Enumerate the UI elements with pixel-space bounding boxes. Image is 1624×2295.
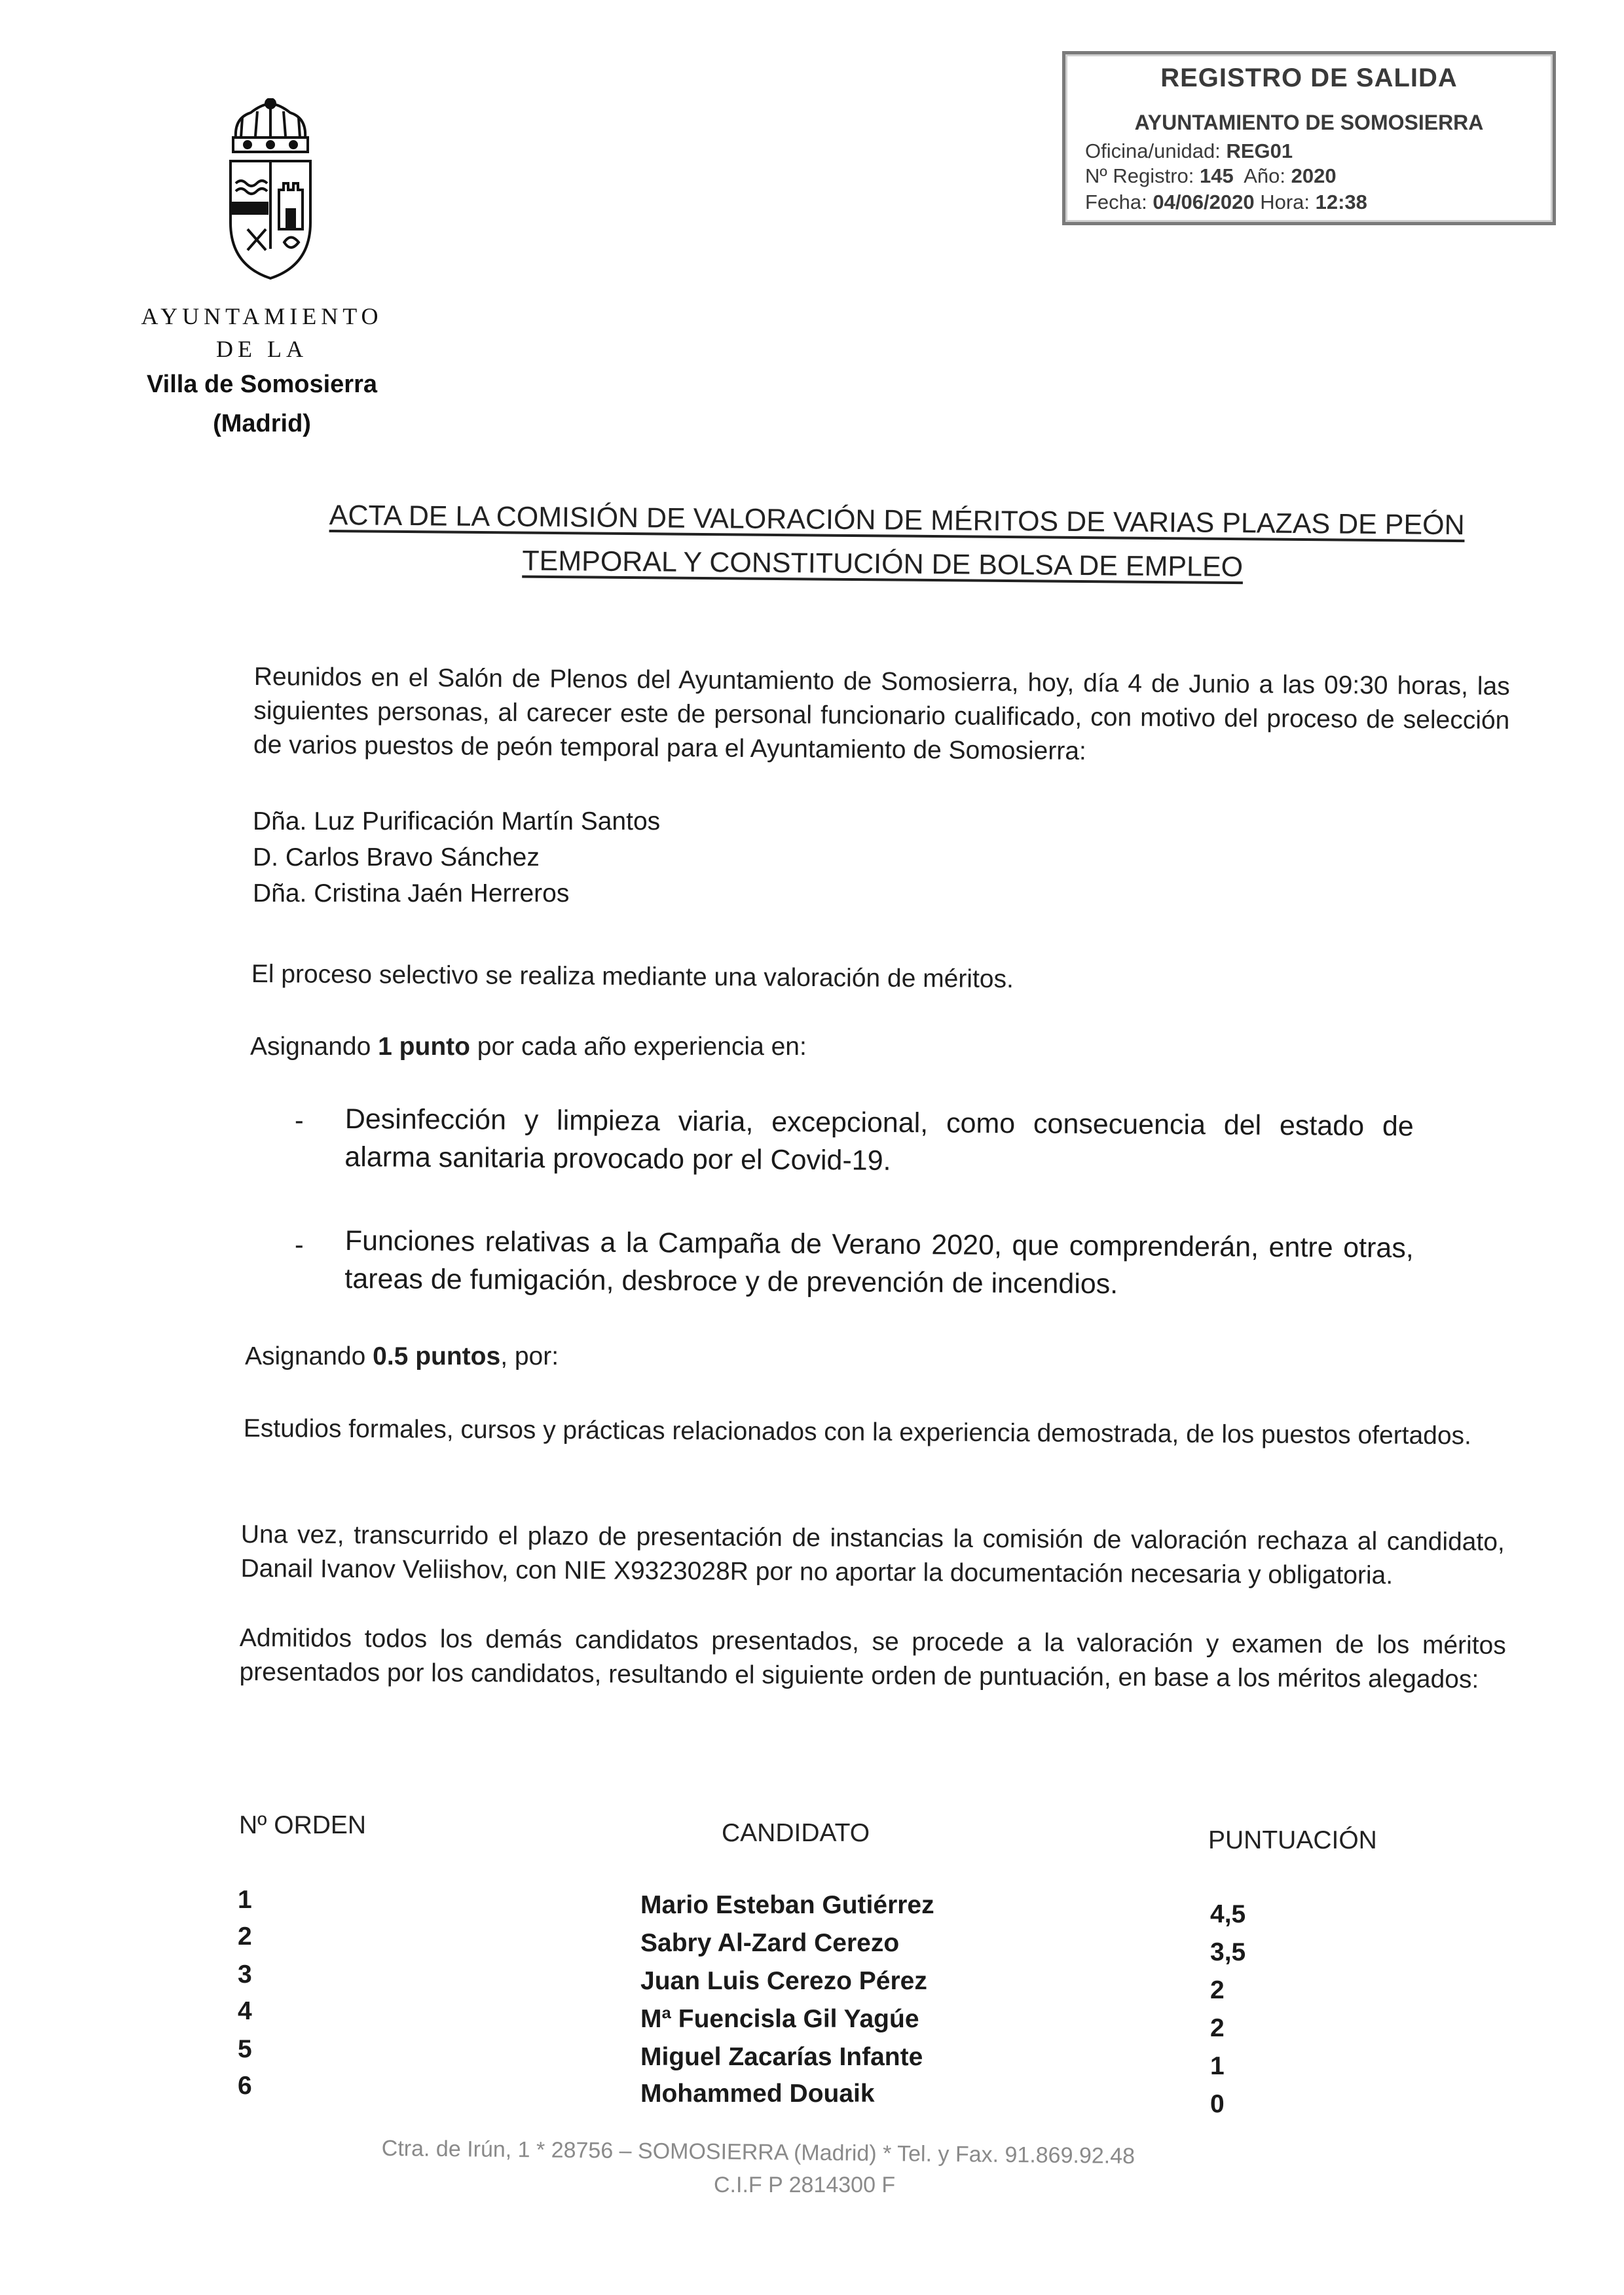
result-order: 2 bbox=[238, 1922, 252, 1951]
result-order: 4 bbox=[238, 1997, 252, 2025]
results-header-score: PUNTUACIÓN bbox=[1208, 1826, 1377, 1854]
committee-member: Dña. Cristina Jaén Herreros bbox=[253, 879, 570, 908]
bullet-marker: - bbox=[295, 1105, 304, 1135]
committee-member: D. Carlos Bravo Sánchez bbox=[253, 843, 540, 872]
municipality-name: Villa de Somosierra bbox=[146, 371, 378, 398]
committee-member: Dña. Luz Purificación Martín Santos bbox=[253, 807, 661, 835]
result-candidate: Juan Luis Cerezo Pérez bbox=[640, 1967, 927, 1995]
municipality-region: (Madrid) bbox=[213, 410, 311, 437]
stamp-date-value: 04/06/2020 bbox=[1153, 191, 1255, 213]
admitted-paragraph: Admitidos todos los demás candidatos presentados, se procede a la valoración y examen de los méritos presentados por los candidatos, resultando el siguiente orden de puntuación, en base a los méritos alegados: bbox=[239, 1624, 1506, 1694]
result-score: 2 bbox=[1210, 1976, 1225, 2004]
document-title-line-1: ACTA DE LA COMISIÓN DE VALORACIÓN DE MÉRITOS DE VARIAS PLAZAS DE PEÓN bbox=[329, 500, 1465, 542]
result-candidate: Mario Esteban Gutiérrez bbox=[640, 1891, 934, 1919]
result-order: 5 bbox=[238, 2035, 252, 2063]
result-candidate: Miguel Zacarías Infante bbox=[640, 2043, 923, 2071]
assignment-1-point bbox=[250, 1030, 1494, 1064]
stamp-number-label: Nº Registro: bbox=[1085, 164, 1194, 187]
result-score: 4,5 bbox=[1210, 1900, 1246, 1928]
bullet-marker: - bbox=[295, 1230, 304, 1260]
stamp-number-line bbox=[1085, 164, 1337, 188]
assign1-suffix: por cada año experiencia en: bbox=[470, 1033, 807, 1061]
registry-stamp bbox=[1062, 51, 1556, 225]
assign2-bold: 0.5 puntos bbox=[373, 1342, 501, 1370]
municipality-line-2: DE LA bbox=[216, 336, 308, 362]
stamp-year-label: Año: bbox=[1244, 164, 1286, 187]
results-header-candidate: CANDIDATO bbox=[722, 1819, 870, 1847]
municipality-line-1: AYUNTAMIENTO bbox=[141, 303, 383, 329]
stamp-date-line bbox=[1085, 191, 1367, 214]
studies-paragraph: Estudios formales, cursos y prácticas relacionados con la experiencia demostrada, de los puestos ofertados. bbox=[243, 1414, 1472, 1450]
stamp-title: REGISTRO DE SALIDA bbox=[1160, 64, 1458, 92]
assign1-bold: 1 punto bbox=[378, 1033, 470, 1061]
document-title-line-2: TEMPORAL Y CONSTITUCIÓN DE BOLSA DE EMPLEO bbox=[522, 545, 1244, 583]
result-candidate: Mª Fuencisla Gil Yagúe bbox=[640, 2005, 919, 2033]
result-order: 3 bbox=[238, 1960, 252, 1989]
bullet-item: Desinfección y limpieza viaria, excepcional, como consecuencia del estado de alarma sanitaria provocado por el Covid-19. bbox=[344, 1103, 1414, 1177]
rejection-paragraph: Una vez, transcurrido el plazo de presentación de instancias la comisión de valoración rechaza al candidato, Danail Ivanov Veliishov, con NIE X9323028R por no aportar la documentación necesaria y obligatoria. bbox=[240, 1520, 1505, 1590]
assign2-prefix: Asignando bbox=[245, 1342, 373, 1370]
stamp-office-value: REG01 bbox=[1226, 139, 1293, 162]
stamp-office-line bbox=[1085, 139, 1293, 163]
result-candidate: Sabry Al-Zard Cerezo bbox=[640, 1929, 900, 1957]
results-header-order: Nº ORDEN bbox=[239, 1811, 367, 1839]
assignment-half-point bbox=[245, 1340, 1489, 1374]
result-order: 1 bbox=[238, 1886, 252, 1914]
assign2-suffix: , por: bbox=[500, 1342, 559, 1370]
stamp-office-label: Oficina/unidad: bbox=[1085, 139, 1221, 162]
stamp-time-label: Hora: bbox=[1260, 191, 1310, 213]
coat-of-arms-icon bbox=[221, 98, 320, 282]
stamp-time-value: 12:38 bbox=[1315, 191, 1367, 213]
result-score: 3,5 bbox=[1210, 1938, 1246, 1966]
footer-address: Ctra. de Irún, 1 * 28756 – SOMOSIERRA (Madrid) * Tel. y Fax. 91.869.92.48 bbox=[381, 2136, 1135, 2169]
stamp-year-value: 2020 bbox=[1291, 164, 1337, 187]
stamp-number-value: 145 bbox=[1200, 164, 1234, 187]
stamp-date-label: Fecha: bbox=[1085, 191, 1147, 213]
result-score: 1 bbox=[1210, 2052, 1225, 2080]
intro-paragraph: Reunidos en el Salón de Plenos del Ayuntamiento de Somosierra, hoy, día 4 de Junio a las 09:30 horas, las siguientes personas, al carecer este de personal funcionario cualificado, con motivo del proceso de selección de varios puestos de peón temporal para el Ayuntamiento de Somosierra: bbox=[253, 662, 1510, 765]
footer-cif: C.I.F P 2814300 F bbox=[714, 2173, 896, 2197]
assign1-prefix: Asignando bbox=[250, 1033, 378, 1061]
result-score: 0 bbox=[1210, 2090, 1225, 2118]
result-order: 6 bbox=[238, 2072, 252, 2100]
result-score: 2 bbox=[1210, 2014, 1225, 2042]
bullet-item: Funciones relativas a la Campaña de Verano 2020, que comprenderán, entre otras, tareas de fumigación, desbroce y de prevención de incendios. bbox=[344, 1224, 1414, 1300]
stamp-organization: AYUNTAMIENTO DE SOMOSIERRA bbox=[1134, 111, 1484, 134]
result-candidate: Mohammed Douaik bbox=[640, 2080, 875, 2108]
process-paragraph: El proceso selectivo se realiza mediante una valoración de méritos. bbox=[251, 959, 1014, 994]
